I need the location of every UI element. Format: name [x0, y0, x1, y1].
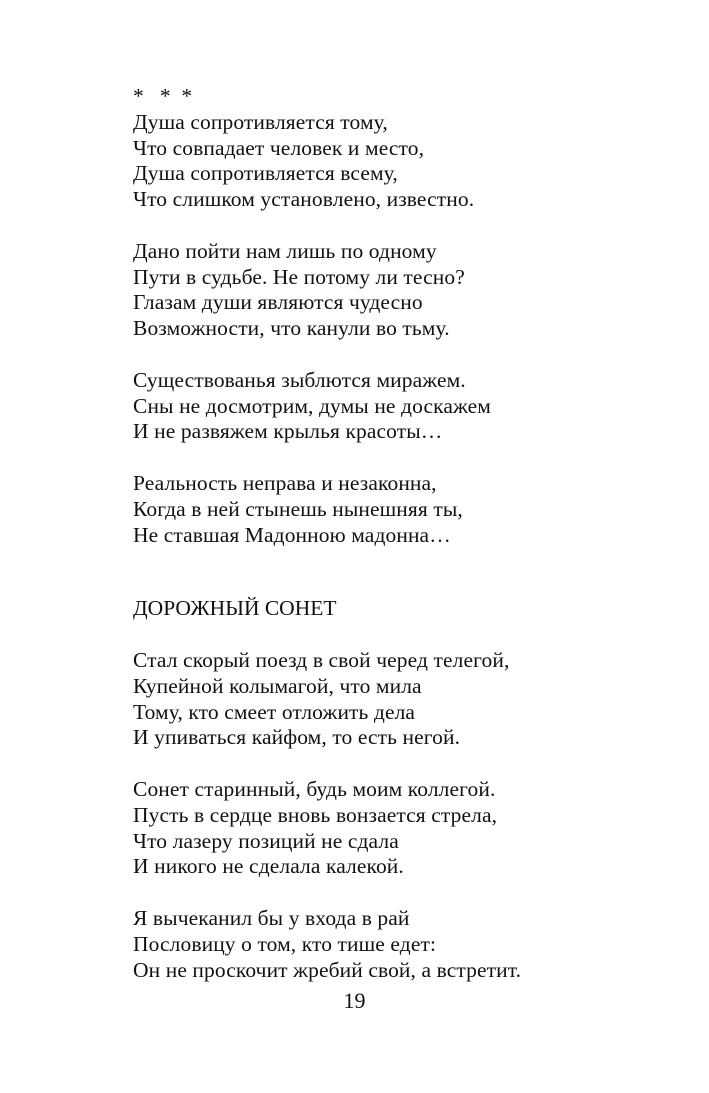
- verse-line: Стал скорый поезд в свой черед телегой,: [133, 647, 510, 672]
- verse-line: Пословицу о том, кто тише едет:: [133, 931, 437, 956]
- verse-line: Дано пойти нам лишь по одному: [133, 238, 437, 263]
- verse-line: И не развяжем крылья красоты…: [133, 419, 443, 444]
- verse-line: Пути в судьбе. Не потому ли тесно?: [133, 264, 465, 289]
- verse-line: Что лазеру позиций не сдала: [133, 828, 399, 853]
- stanza-1: [133, 648, 693, 751]
- verse-line: И упиваться кайфом, то есть негой.: [133, 725, 461, 750]
- verse-line: Не ставшая Мадонною мадонна…: [133, 522, 451, 547]
- stanza-2: [133, 777, 693, 880]
- verse-line: Когда в ней стынешь нынешняя ты,: [133, 496, 463, 521]
- poem-untitled: [133, 84, 693, 548]
- verse-line: Я вычеканил бы у входа в рай: [133, 905, 410, 930]
- page-body: [133, 84, 693, 983]
- verse-line: Тому, кто смеет отложить дела: [133, 699, 416, 724]
- verse-line: Душа сопротивляется всему,: [133, 161, 398, 186]
- verse-line: Душа сопротивляется тому,: [133, 109, 388, 134]
- verse-line: Реальность неправа и незаконна,: [133, 470, 437, 495]
- stanza-2: [133, 239, 693, 342]
- page-number: 19: [343, 988, 366, 1013]
- poem-title: ДОРОЖНЫЙ СОНЕТ: [133, 596, 337, 621]
- verse-line: Купейной колымагой, что мила: [133, 673, 422, 698]
- stanza-4: [133, 471, 693, 548]
- stanza-1: [133, 110, 693, 213]
- verse-line: Пусть в сердце вновь вонзается стрела,: [133, 802, 498, 827]
- verse-line: Что слишком установлено, известно.: [133, 187, 475, 212]
- poem-asterisk-heading: * * *: [133, 84, 193, 108]
- verse-line: И никого не сделала калекой.: [133, 854, 404, 879]
- verse-line: Он не проскочит жребий свой, а встретит.: [133, 957, 522, 982]
- stanza-3: [133, 906, 693, 983]
- verse-line: Существованья зыблются миражем.: [133, 367, 466, 392]
- verse-line: Глазам души являются чудесно: [133, 290, 423, 315]
- verse-line: Сны не досмотрим, думы не доскажем: [133, 393, 492, 418]
- verse-line: Возможности, что канули во тьму.: [133, 316, 450, 341]
- stanza-3: [133, 368, 693, 445]
- verse-line: Сонет старинный, будь моим коллегой.: [133, 776, 496, 801]
- verse-line: Что совпадает человек и место,: [133, 135, 425, 160]
- poem-road-sonnet: [133, 596, 693, 983]
